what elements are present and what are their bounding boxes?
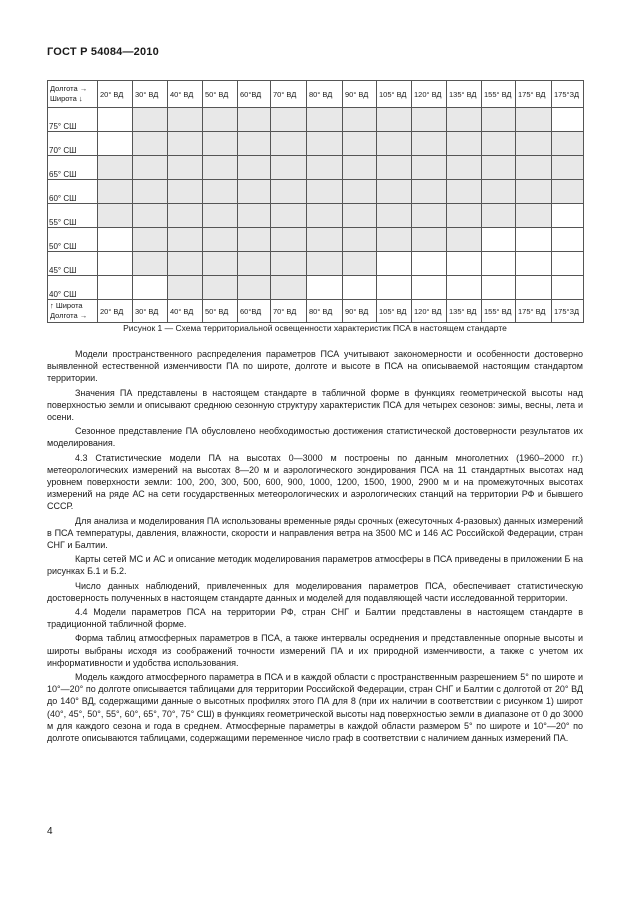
grid-cell — [412, 156, 447, 180]
grid-cell — [552, 180, 584, 204]
grid-cell — [482, 132, 516, 156]
paragraph: 4.3 Статистические модели ПА на высотах 0—3000 м построены по данным многолетних (1960–2000 гг.) метеорологических измерений на высотах 8—20 м и аэрологического зондирования ПСА на 11 стандартных высотах над уровнем поверхности земли: 100, 200, 300, 500, 600, 900, 1000, 1200, 1500, 1900, 2900 м и на промежуточных высотах измерений на ряде АС на сети государственных метеорологических и аэрологических станций на территории РФ и бывшего СССР. — [47, 452, 583, 512]
longitude-footer: 20° ВД — [98, 300, 133, 323]
grid-cell — [412, 204, 447, 228]
grid-cell — [482, 108, 516, 132]
grid-cell — [377, 228, 412, 252]
grid-cell — [482, 252, 516, 276]
grid-cell — [133, 204, 168, 228]
grid-cell — [516, 204, 552, 228]
paragraph: Значения ПА представлены в настоящем стандарте в табличной форме в функциях геометрической высоты над поверхностью земли и описывают среднюю сезонную структуру характеристик ПСА для четырех сезонов: зимы, весны, лета и осени. — [47, 387, 583, 423]
grid-cell — [133, 108, 168, 132]
grid-cell — [552, 228, 584, 252]
grid-cell — [203, 108, 238, 132]
longitude-footer: 90° ВД — [343, 300, 377, 323]
axis-label-latitude: Широта ↓ — [50, 94, 83, 103]
grid-cell — [343, 252, 377, 276]
grid-cell — [377, 132, 412, 156]
grid-cell — [307, 252, 343, 276]
grid-cell — [447, 180, 482, 204]
latitude-label: 75° СШ — [48, 108, 98, 132]
grid-cell — [238, 156, 271, 180]
grid-cell — [552, 108, 584, 132]
grid-cell — [271, 252, 307, 276]
grid-cell — [307, 132, 343, 156]
grid-cell — [343, 276, 377, 300]
longitude-header: 90° ВД — [343, 81, 377, 108]
grid-cell — [447, 108, 482, 132]
longitude-footer: 80° ВД — [307, 300, 343, 323]
grid-cell — [516, 228, 552, 252]
grid-cell — [516, 132, 552, 156]
grid-cell — [412, 252, 447, 276]
grid-cell — [203, 276, 238, 300]
grid-cell — [377, 252, 412, 276]
grid-cell — [343, 228, 377, 252]
latitude-label: 60° СШ — [48, 180, 98, 204]
grid-cell — [203, 252, 238, 276]
grid-cell — [343, 204, 377, 228]
grid-cell — [343, 180, 377, 204]
longitude-footer: 30° ВД — [133, 300, 168, 323]
grid-cell — [133, 180, 168, 204]
grid-cell — [307, 180, 343, 204]
grid-cell — [238, 108, 271, 132]
longitude-footer: 155° ВД — [482, 300, 516, 323]
longitude-footer: 105° ВД — [377, 300, 412, 323]
grid-cell — [133, 252, 168, 276]
latitude-row — [48, 252, 584, 276]
longitude-footer: 175°ЗД — [552, 300, 584, 323]
grid-cell — [271, 108, 307, 132]
grid-cell — [133, 156, 168, 180]
grid-cell — [447, 252, 482, 276]
grid-cell — [516, 156, 552, 180]
grid-cell — [412, 108, 447, 132]
grid-cell — [482, 156, 516, 180]
grid-cell — [168, 132, 203, 156]
grid-cell — [307, 228, 343, 252]
longitude-header: 20° ВД — [98, 81, 133, 108]
grid-cell — [307, 204, 343, 228]
grid-cell — [516, 108, 552, 132]
latitude-label: 40° СШ — [48, 276, 98, 300]
grid-cell — [377, 276, 412, 300]
grid-cell — [307, 108, 343, 132]
latitude-label: 55° СШ — [48, 204, 98, 228]
longitude-header: 155° ВД — [482, 81, 516, 108]
paragraph: Модель каждого атмосферного параметра в ПСА и в каждой области с пространственным разрешением 5° по широте и 10°—20° по долготе описывается таблицами для территории Российской Федерации, стран СНГ и Балтии с долготой от 20° ВД до 140° ВД, содержащими данные о высотных профилях этого ПА для 8 (при их наличии в соответствии с рисунком 1) широт (40°, 45°, 50°, 55°, 60°, 65°, 70°, 75° СШ) в функциях геометрической высоты над поверхностью земли в диапазоне от 0 до 3000 м для каждого сезона и года в среднем. Атмосферные параметры в каждой области размером 5° по широте и 10°—20° по долготе описываются таблицами, содержащими переменное число граф в соответствии с наличием данных измерений ПА. — [47, 672, 583, 744]
longitude-header: 60°ВД — [238, 81, 271, 108]
axis-corner-bottom — [48, 300, 98, 323]
grid-cell — [447, 228, 482, 252]
longitude-footer: 135° ВД — [447, 300, 482, 323]
grid-cell — [98, 180, 133, 204]
table-footer-row — [48, 300, 584, 323]
grid-cell — [238, 228, 271, 252]
grid-cell — [343, 156, 377, 180]
paragraph: Сезонное представление ПА обусловлено необходимостью достижения статистической достоверности результатов их моделирования. — [47, 426, 583, 449]
longitude-header: 135° ВД — [447, 81, 482, 108]
grid-cell — [377, 204, 412, 228]
longitude-header: 30° ВД — [133, 81, 168, 108]
grid-cell — [552, 276, 584, 300]
longitude-header: 40° ВД — [168, 81, 203, 108]
latitude-label: 50° СШ — [48, 228, 98, 252]
grid-cell — [307, 156, 343, 180]
grid-cell — [168, 156, 203, 180]
paragraph: 4.4 Модели параметров ПСА на территории РФ, стран СНГ и Балтии представлены в настоящем стандарте в традиционной табличной форме. — [47, 607, 583, 630]
grid-cell — [238, 132, 271, 156]
grid-cell — [238, 204, 271, 228]
grid-cell — [271, 228, 307, 252]
longitude-footer: 175° ВД — [516, 300, 552, 323]
grid-cell — [133, 228, 168, 252]
longitude-header: 70° ВД — [271, 81, 307, 108]
grid-cell — [447, 156, 482, 180]
grid-cell — [377, 156, 412, 180]
grid-cell — [516, 276, 552, 300]
grid-cell — [343, 132, 377, 156]
grid-cell — [203, 156, 238, 180]
grid-cell — [238, 252, 271, 276]
latitude-row — [48, 204, 584, 228]
latitude-row — [48, 156, 584, 180]
grid-cell — [98, 156, 133, 180]
grid-cell — [133, 132, 168, 156]
longitude-header: 120° ВД — [412, 81, 447, 108]
paragraph: Число данных наблюдений, привлеченных для моделирования параметров ПСА, обеспечивает статистическую достоверность полученных в настоящем стандарте данных и моделей для подавляющей части исследованной территории. — [47, 580, 583, 603]
grid-cell — [98, 252, 133, 276]
grid-cell — [271, 132, 307, 156]
axis-corner-top — [48, 81, 98, 108]
grid-cell — [203, 204, 238, 228]
longitude-footer: 60°ВД — [238, 300, 271, 323]
grid-cell — [482, 204, 516, 228]
longitude-header: 175°ЗД — [552, 81, 584, 108]
grid-cell — [552, 132, 584, 156]
grid-cell — [168, 228, 203, 252]
grid-cell — [447, 276, 482, 300]
grid-cell — [516, 252, 552, 276]
grid-cell — [168, 108, 203, 132]
grid-cell — [133, 276, 168, 300]
grid-cell — [203, 228, 238, 252]
grid-cell — [203, 132, 238, 156]
grid-cell — [412, 228, 447, 252]
grid-cell — [307, 276, 343, 300]
longitude-header: 80° ВД — [307, 81, 343, 108]
longitude-header: 50° ВД — [203, 81, 238, 108]
grid-cell — [482, 228, 516, 252]
grid-cell — [412, 180, 447, 204]
grid-cell — [271, 156, 307, 180]
longitude-header: 105° ВД — [377, 81, 412, 108]
grid-cell — [343, 108, 377, 132]
grid-cell — [238, 276, 271, 300]
document-header: ГОСТ Р 54084—2010 — [47, 46, 159, 58]
grid-cell — [168, 276, 203, 300]
body-text — [47, 348, 583, 746]
paragraph: Модели пространственного распределения параметров ПСА учитывают закономерности и особенности достоверно выявленной естественной изменчивости ПА по широте, долготе и высоте в ПСА на описываемой настоящим стандартом территории. — [47, 349, 583, 384]
longitude-footer: 50° ВД — [203, 300, 238, 323]
grid-cell — [98, 228, 133, 252]
longitude-footer: 70° ВД — [271, 300, 307, 323]
grid-cell — [552, 156, 584, 180]
longitude-footer: 40° ВД — [168, 300, 203, 323]
grid-cell — [238, 180, 271, 204]
grid-cell — [98, 276, 133, 300]
latitude-row — [48, 132, 584, 156]
figure-caption: Рисунок 1 — Схема территориальной освещенности характеристик ПСА в настоящем стандарте — [123, 323, 507, 333]
grid-cell — [271, 204, 307, 228]
grid-cell — [168, 252, 203, 276]
grid-cell — [98, 108, 133, 132]
grid-cell — [447, 204, 482, 228]
latitude-label: 65° СШ — [48, 156, 98, 180]
latitude-row — [48, 228, 584, 252]
latitude-label: 70° СШ — [48, 132, 98, 156]
grid-cell — [482, 276, 516, 300]
grid-cell — [98, 204, 133, 228]
grid-cell — [168, 180, 203, 204]
grid-cell — [412, 276, 447, 300]
grid-cell — [377, 108, 412, 132]
paragraph: Для анализа и моделирования ПА использованы временные ряды срочных (ежесуточных 4-разовых) данных измерений в ПСА температуры, давления, влажности, скорости и направления ветра на 3500 МС и 146 АС Российской Федерации, стран СНГ и Балтии. — [47, 515, 583, 551]
paragraph: Карты сетей МС и АС и описание методик моделирования параметров атмосферы в ПСА приведены в приложении Б на рисунках Б.1 и Б.2. — [47, 554, 583, 577]
grid-cell — [98, 132, 133, 156]
longitude-footer: 120° ВД — [412, 300, 447, 323]
page-number: 4 — [47, 826, 53, 837]
latitude-row — [48, 108, 584, 132]
grid-cell — [447, 132, 482, 156]
axis-label-latitude: ↑ Широта — [50, 301, 83, 310]
coverage-table — [47, 80, 584, 323]
grid-cell — [482, 180, 516, 204]
grid-cell — [271, 180, 307, 204]
table-header-row — [48, 81, 584, 108]
grid-cell — [552, 204, 584, 228]
grid-cell — [552, 252, 584, 276]
latitude-row — [48, 180, 584, 204]
grid-cell — [203, 180, 238, 204]
paragraph: Форма таблиц атмосферных параметров в ПСА, а также интервалы осреднения и представленные опорные высоты и широты выбраны исходя из соображений точности измерений ПА и их природной изменчивости, а также с учетом их информативности и удобства использования. — [47, 633, 583, 668]
longitude-header: 175° ВД — [516, 81, 552, 108]
grid-cell — [377, 180, 412, 204]
latitude-row — [48, 276, 584, 300]
axis-label-longitude: Долгота → — [50, 311, 88, 320]
grid-cell — [168, 204, 203, 228]
latitude-label: 45° СШ — [48, 252, 98, 276]
grid-cell — [271, 276, 307, 300]
grid-cell — [412, 132, 447, 156]
axis-label-longitude: Долгота → — [50, 84, 88, 93]
grid-cell — [516, 180, 552, 204]
